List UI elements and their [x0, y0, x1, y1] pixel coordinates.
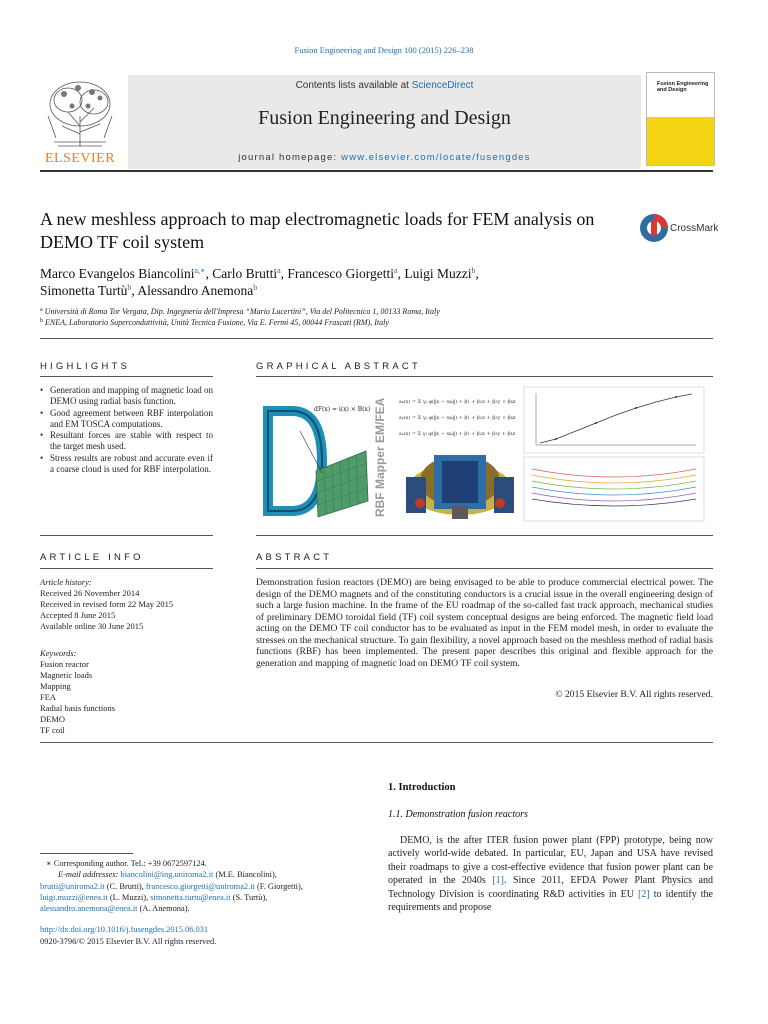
homepage-link[interactable]: www.elsevier.com/locate/fusengdes: [341, 152, 531, 163]
affiliation-rule: [40, 338, 713, 339]
contents-prefix: Contents lists available at: [295, 80, 412, 91]
convergence-plot-thumbnail: [524, 387, 704, 453]
author-separator: ,: [397, 266, 405, 281]
affiliation-text: Università di Roma Tor Vergata, Dip. Ingegneria dell'Impresa “Mario Lucertini”, Via del Politecnico 1, 00133 Roma, Italy: [44, 307, 440, 316]
rbf-mapper-label: RBF Mapper EM/FEA: [373, 397, 387, 517]
author-separator: ,: [475, 266, 479, 281]
article-info-heading: ARTICLE INFO: [40, 552, 144, 563]
keywords-label: Keywords:: [40, 648, 77, 658]
history-received: Received 26 November 2014: [40, 588, 140, 598]
author-name[interactable]: Carlo Brutti: [212, 266, 278, 281]
affiliation-a: [40, 307, 440, 316]
affiliation-marker[interactable]: a: [277, 266, 281, 275]
highlight-item: • Resultant forces are stable with respect to the target mesh used.: [40, 430, 213, 453]
abstract-text: Demonstration fusion reactors (DEMO) are being envisaged to be able to produce commercial electrical power. The design of the DEMO magnets and of the constituting conductors is a crucial issue in the overall engineering design of such a large fusion machine. In the frame of the EU roadmap of the so-called fast track approach, mechanical studies of preliminary DEMO toroidal field (TF) coil system conceptual designs are being enforced. The magnetic field load acting on the DEMO TF coil conductor has to be evaluated as input in the FEM model mesh, in order to evaluate the stresses on the mechanical structure. To gain flexibility, a novel approach based on the meshless method of radial basis functions (RBF) has been implemented. The present paper describes this original and flexible approach for the generation and mapping of magnetic load on DEMO TF coil system.: [256, 577, 713, 669]
footnotes: [40, 858, 360, 914]
email-link-turtu[interactable]: simonetta.turtu@enea.it: [150, 892, 231, 902]
abstract-copyright: © 2015 Elsevier B.V. All rights reserved.: [555, 689, 713, 700]
crossmark-label[interactable]: CrossMark: [670, 223, 719, 234]
author-separator: ,: [205, 266, 213, 281]
paper-title: A new meshless approach to map electromagnetic loads for FEM analysis on DEMO TF coil system: [40, 209, 595, 252]
homepage-prefix: journal homepage:: [238, 152, 342, 163]
affiliation-marker[interactable]: b: [253, 283, 258, 292]
email-owner: (A. Anemona).: [137, 904, 190, 914]
keyword-item: FEA: [40, 692, 57, 702]
keyword-item: TF coil: [40, 725, 65, 735]
highlights-bottom-rule: [40, 535, 213, 536]
load-profile-plot-thumbnail: [524, 457, 704, 521]
svg-text:dF(x) = i(x) × B(x): dF(x) = i(x) × B(x): [314, 406, 371, 413]
affiliation-marker[interactable]: a,∗: [194, 266, 206, 275]
svg-text:sx(x) = Σ γi φ(‖x − xki‖) + β1: sx(x) = Σ γi φ(‖x − xki‖) + β1 + β2x + β3y + β4z: [399, 399, 516, 405]
rbf-equations: [399, 398, 516, 437]
email-owner: (F. Giorgetti),: [254, 881, 303, 891]
email-link-biancolini[interactable]: biancolini@ing.uniroma2.it: [120, 870, 214, 880]
keyword-item: Magnetic loads: [40, 670, 93, 680]
affiliation-marker[interactable]: b: [127, 283, 132, 292]
affiliation-text: ENEA, Laboratorio Superconduttività, Unità Tecnica Fusione, Via E. Fermi 45, 00044 Frascati (RM), Italy: [45, 318, 389, 327]
contents-line: [128, 80, 641, 91]
reference-link-2[interactable]: [2]: [638, 888, 650, 900]
abstract-heading: ABSTRACT: [256, 552, 333, 563]
affiliation-mark: b: [40, 318, 43, 324]
highlights-list: [40, 385, 213, 475]
issn-line: 0920-3796/© 2015 Elsevier B.V. All rights reserved.: [40, 937, 217, 946]
affiliation-marker[interactable]: b: [471, 266, 476, 275]
keyword-item: DEMO: [40, 714, 66, 724]
journal-reference-link[interactable]: Fusion Engineering and Design 100 (2015) 226–238: [294, 45, 474, 55]
email-owner: (C. Brutti),: [104, 881, 146, 891]
email-owner: (L. Muzzi),: [107, 892, 151, 902]
email-link-muzzi[interactable]: luigi.muzzi@enea.it: [40, 892, 108, 902]
demo-coil-3d-image: [401, 445, 519, 521]
author-name[interactable]: Simonetta Turtù: [40, 283, 128, 298]
email-addresses-line-3: [40, 892, 360, 903]
author-name[interactable]: Luigi Muzzi: [404, 266, 472, 281]
highlight-item: • Good agreement between RBF interpolation and EM TOSCA computations.: [40, 408, 213, 431]
corresponding-author-note: ∗ Corresponding author. Tel.: +39 0672597124.: [46, 859, 207, 868]
introduction-subheading: 1.1. Demonstration fusion reactors: [388, 809, 528, 820]
footnote-rule: [40, 853, 133, 854]
email-link-giorgetti[interactable]: francesco.giorgetti@uniroma2.it: [145, 881, 255, 891]
graphical-abstract-bottom-rule: [256, 535, 713, 536]
front-matter-bottom-rule: [40, 742, 713, 743]
coil-mesh-image: [256, 385, 371, 519]
email-addresses: [40, 869, 360, 880]
doi-link[interactable]: http://dx.doi.org/10.1016/j.fusengdes.2015.06.031: [40, 925, 209, 934]
history-accepted: Accepted 8 June 2015: [40, 610, 116, 620]
highlights-rule: [40, 376, 213, 377]
highlights-heading: HIGHLIGHTS: [40, 361, 131, 372]
keyword-item: Radial basis functions: [40, 703, 116, 713]
introduction-paragraph: [388, 834, 713, 914]
journal-cover-thumbnail[interactable]: [646, 72, 715, 166]
email-owner: (S. Turtù),: [230, 892, 268, 902]
email-link-anemona[interactable]: alessandro.anemona@enea.it: [40, 904, 138, 914]
intro-text-3: to identify the requirements and propose: [388, 888, 713, 914]
highlight-item: • Stress results are robust and accurate even if a coarse cloud is used for RBF interpolation.: [40, 453, 213, 476]
article-info-rule: [40, 568, 213, 569]
affiliation-b: [40, 318, 389, 327]
email-link-brutti[interactable]: brutti@uniroma2.it: [40, 881, 105, 891]
email-label: E-mail addresses:: [58, 870, 119, 880]
author-separator: ,: [280, 266, 288, 281]
journal-homepage-line: [128, 152, 641, 163]
highlight-item: • Generation and mapping of magnetic load on DEMO using radial basis function.: [40, 385, 213, 408]
history-revised: Received in revised form 22 May 2015: [40, 599, 174, 609]
reference-link-1[interactable]: [1]: [492, 875, 504, 887]
history-online: Available online 30 June 2015: [40, 621, 144, 631]
graphical-abstract-rule: [256, 376, 713, 377]
email-addresses-line-2: [40, 881, 360, 892]
abstract-rule: [256, 568, 713, 569]
graphical-abstract-heading: GRAPHICAL ABSTRACT: [256, 361, 421, 372]
journal-title: Fusion Engineering and Design: [258, 107, 511, 129]
graphical-abstract-figure[interactable]: [256, 381, 713, 523]
intro-text-1: DEMO, is the after ITER fusion power plant (FPP) prototype, being now actively world-wide debated. In particular, EU, Japan and USA have revised their roadmaps to give a cost-effective evidence that fusion power plant can be operated in the 2040s: [388, 835, 713, 887]
elsevier-wordmark: ELSEVIER: [44, 151, 116, 166]
affiliation-marker[interactable]: a: [394, 266, 398, 275]
article-history-label: Article history:: [40, 577, 92, 587]
sciencedirect-link[interactable]: ScienceDirect: [411, 80, 474, 91]
author-name[interactable]: Marco Evangelos Biancolini: [40, 266, 195, 281]
author-name[interactable]: Alessandro Anemona: [137, 283, 254, 298]
header-rule: [40, 170, 713, 172]
cover-yellow-block: [647, 117, 714, 165]
cover-title: Fusion Engineering and Design: [657, 81, 709, 93]
email-owner: (M.E. Biancolini),: [213, 870, 277, 880]
email-addresses-line-4: [40, 903, 360, 914]
keyword-item: Fusion reactor: [40, 659, 89, 669]
introduction-heading: 1. Introduction: [388, 782, 456, 793]
authors-line-2: [40, 283, 257, 299]
svg-text:sy(x) = Σ γi φ(‖x − xki‖) + β1: sy(x) = Σ γi φ(‖x − xki‖) + β1 + β2x + β3y + β4z: [399, 415, 516, 421]
authors-line-1: [40, 266, 479, 282]
affiliation-mark: a: [40, 307, 43, 313]
intro-text-2: . Since 2011, EFDA Power Plant Physics and Technology Division is coordinating R&D activities in EU: [388, 875, 713, 900]
keyword-item: Mapping: [40, 681, 71, 691]
author-separator: ,: [131, 283, 138, 298]
author-name[interactable]: Francesco Giorgetti: [287, 266, 395, 281]
svg-text:sz(x) = Σ γi φ(‖x − xki‖) + β1: sz(x) = Σ γi φ(‖x − xki‖) + β1 + β2x + β3y + β4z: [399, 431, 516, 437]
